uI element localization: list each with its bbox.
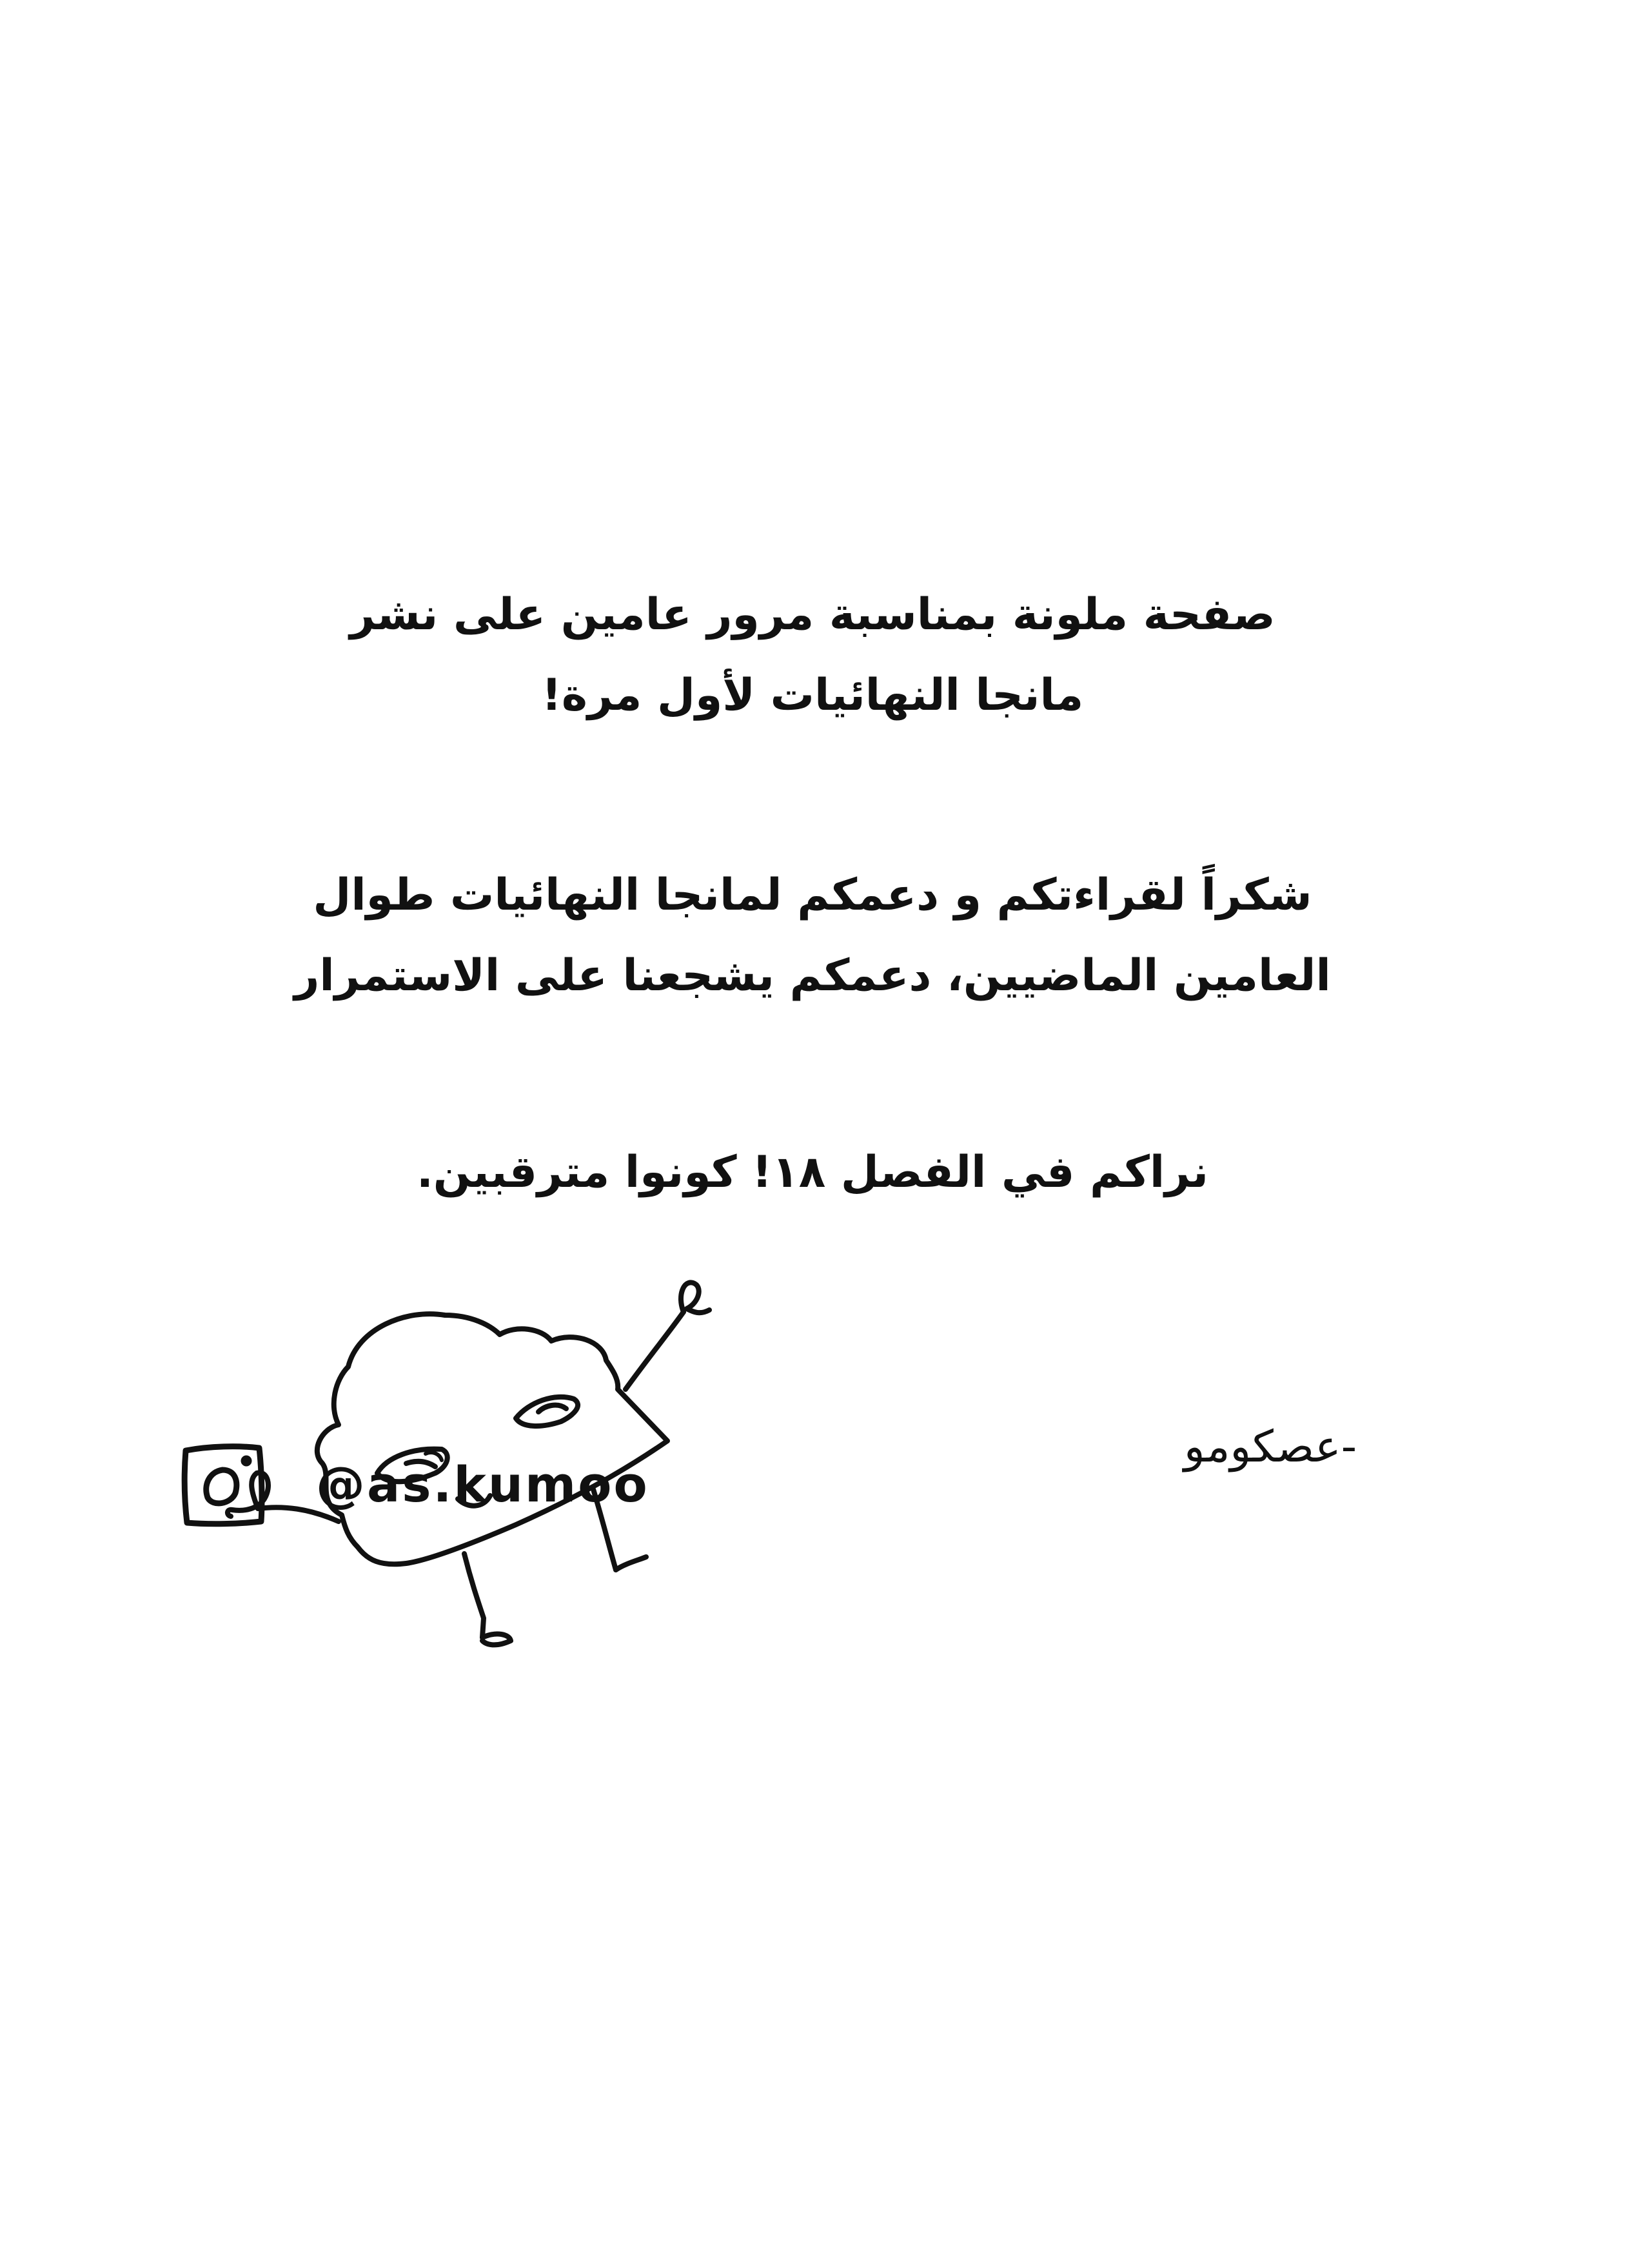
instagram-icon[interactable] [174, 1436, 271, 1533]
message-line-2: مانجا النهائيات لأول مرة! [541, 670, 1084, 721]
message-line-4: العامين الماضيين، دعمكم يشجعنا على الاستمرار [294, 950, 1331, 1001]
message-line-1: صفحة ملونة بمناسبة مرور عامين على نشر [350, 589, 1275, 640]
message-line-3: شكراً لقراءتكم و دعمكم لمانجا النهائيات طوال [313, 870, 1312, 921]
signature: -عصكومو [1183, 1422, 1357, 1472]
social-handle-block[interactable] [174, 1434, 649, 1534]
instagram-handle[interactable]: @as.kumoo [316, 1456, 649, 1513]
message-line-5: نراكم في الفصل ١٨! كونوا مترقبين. [416, 1147, 1209, 1198]
